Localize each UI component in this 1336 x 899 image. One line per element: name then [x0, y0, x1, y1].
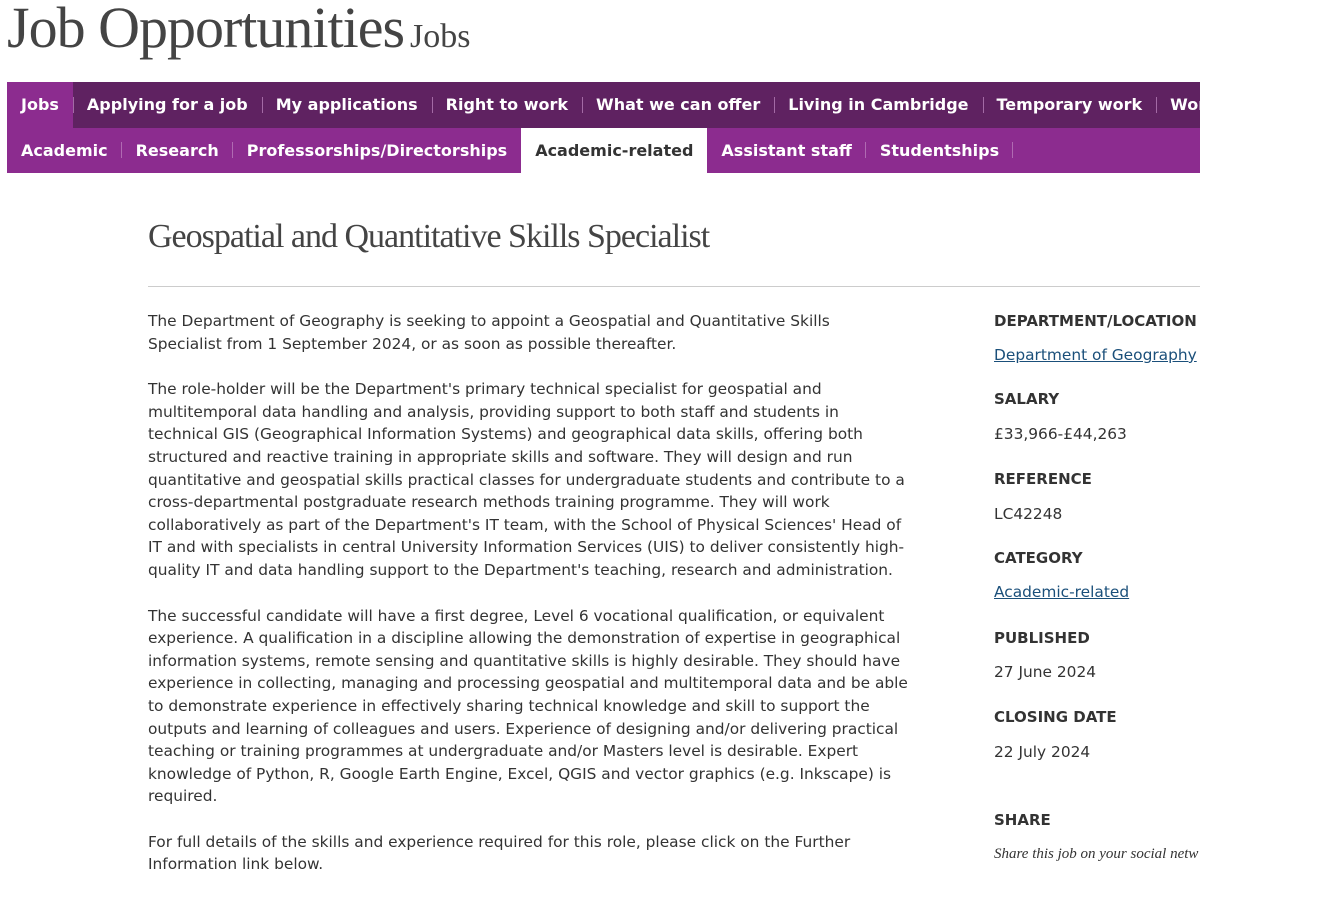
subnav-item-academic[interactable]: Academic — [7, 128, 122, 173]
detail-label-published: PUBLISHED — [994, 629, 1090, 647]
job-description — [148, 310, 908, 899]
detail-label-salary: SALARY — [994, 390, 1060, 408]
department-link[interactable]: Department of Geography — [994, 346, 1197, 364]
subnav-item-studentships[interactable]: Studentships — [866, 128, 1013, 173]
reference-value: LC42248 — [994, 505, 1063, 523]
site-title — [7, 0, 471, 69]
detail-label-category: CATEGORY — [994, 549, 1083, 567]
nav-item-living-in-cambridge[interactable]: Living in Cambridge — [774, 82, 982, 128]
job-title: Geospatial and Quantitative Skills Specialist — [148, 218, 710, 255]
primary-nav — [7, 82, 1322, 128]
detail-label-closing-date: CLOSING DATE — [994, 708, 1117, 726]
nav-item-my-applications[interactable]: My applications — [262, 82, 432, 128]
subnav-item-research[interactable]: Research — [122, 128, 233, 173]
nav-item-right-to-work[interactable]: Right to work — [432, 82, 582, 128]
site-subtitle: Jobs — [410, 18, 471, 55]
closing-date-value: 22 July 2024 — [994, 743, 1091, 761]
detail-label-department: DEPARTMENT/LOCATION — [994, 312, 1197, 330]
site-title-text: Job Opportunities — [7, 0, 405, 60]
title-divider — [148, 286, 1200, 287]
share-label: SHARE — [994, 811, 1051, 829]
share-note: Share this job on your social netw — [994, 846, 1199, 862]
nav-item-temporary-work[interactable]: Temporary work — [983, 82, 1157, 128]
category-link[interactable]: Academic-related — [994, 583, 1130, 601]
description-paragraph: The role-holder will be the Department's primary technical specialist for geospatial and multitemporal data handling and analysis, providing support to both staff and students in technical GIS (Geographical Information Systems) and geographical data skills, offering both structured and reactive training in appropriate skills and software. They will design and run quantitative and geospatial skills practical classes for undergraduate students and contribute to a cross-departmental postgraduate research methods training programme. They will work collaboratively as part of the Department's IT team, with the School of Physical Sciences' Head of IT and with specialists in central University Information Services (UIS) to deliver consistently high-quality IT and data handling support to the Department's teaching, research and administration. — [148, 380, 905, 579]
secondary-nav — [7, 128, 1200, 173]
subnav-item-assistant-staff[interactable]: Assistant staff — [707, 128, 865, 173]
detail-label-reference: REFERENCE — [994, 470, 1092, 488]
nav-item-jobs[interactable]: Jobs — [7, 82, 73, 128]
description-paragraph: For full details of the skills and experience required for this role, please click on the Further Information link below. — [148, 832, 851, 874]
published-value: 27 June 2024 — [994, 663, 1097, 681]
subnav-item-academic-related[interactable]: Academic-related — [521, 128, 707, 173]
salary-value: £33,966-£44,263 — [994, 425, 1127, 443]
nav-item-what-we-offer[interactable]: What we can offer — [582, 82, 774, 128]
description-paragraph: The Department of Geography is seeking to appoint a Geospatial and Quantitative Skills Specialist from 1 September 2024, or as soon as possible thereafter. — [148, 312, 830, 353]
nav-item-work-experience[interactable]: Work experience — [1156, 82, 1336, 128]
subnav-item-professorships[interactable]: Professorships/Directorships — [246, 141, 508, 160]
description-paragraph: The successful candidate will have a first degree, Level 6 vocational qualification, or equivalent experience. A qualification in a discipline allowing the demonstration of expertise in geographical information systems, remote sensing and quantitative skills is highly desirable. They should have experience in collecting, managing and processing geospatial and multitemporal data and be able to demonstrate experience in effectively sharing technical knowledge and skill to support the outputs and learning of colleagues and users. Experience of designing and/or delivering practical teaching or training programmes at undergraduate and/or Masters level is desirable. Expert knowledge of Python, R, Google Earth Engine, Excel, QGIS and vector graphics (e.g. Inkscape) is required. — [148, 606, 908, 806]
nav-item-applying[interactable]: Applying for a job — [73, 82, 262, 128]
